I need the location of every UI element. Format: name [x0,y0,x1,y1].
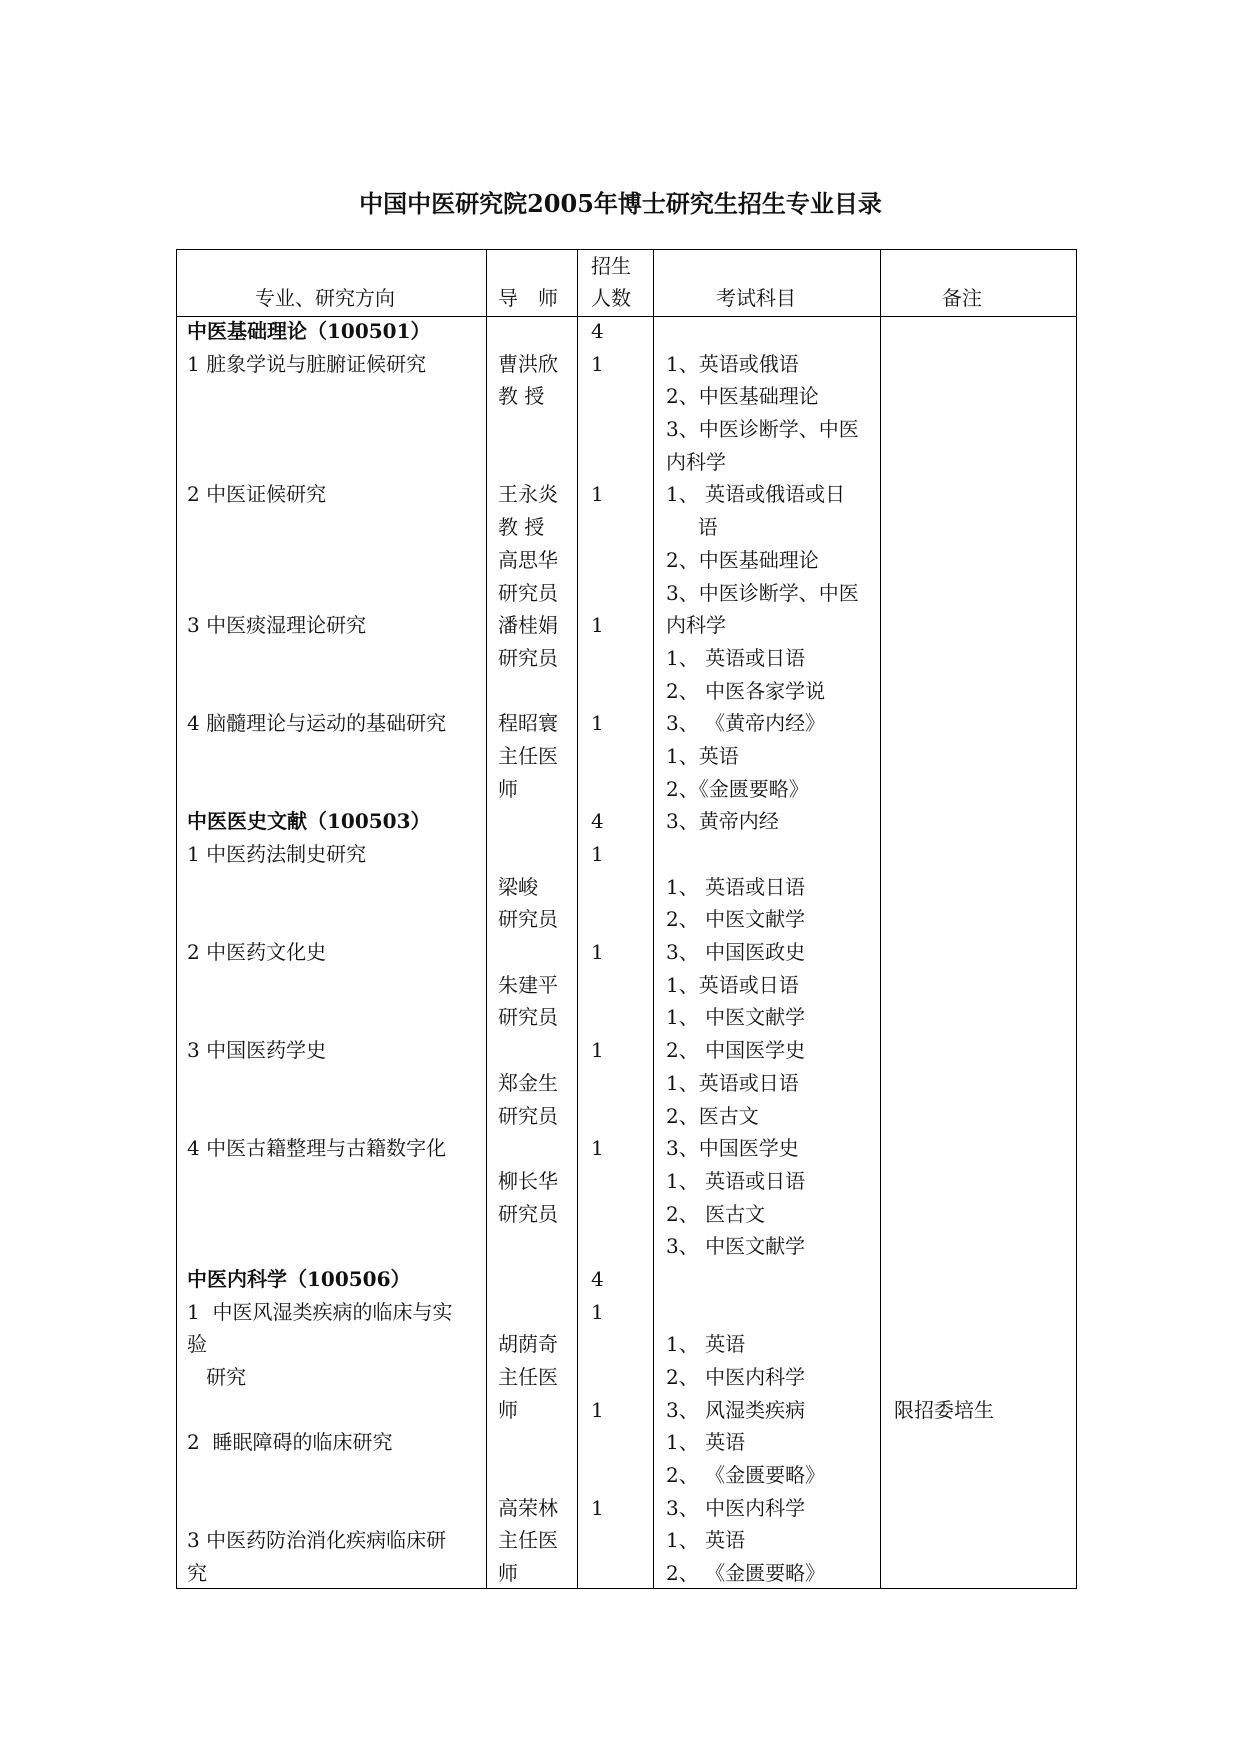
count-line: 1 [591,1136,604,1161]
exam-line: 2、中医基础理论 [666,384,819,409]
major-line [187,544,452,577]
major-line [187,1459,452,1492]
advisor-line: 师 [498,1397,518,1422]
advisor-line: 高思华 [498,547,558,572]
advisor-line: 研究员 [498,1005,558,1030]
count-line [591,446,604,479]
major-line [187,413,452,446]
advisor-line [498,1296,558,1329]
major-line: 3 中国医药学史 [187,1038,327,1063]
note-line [894,315,994,348]
note-line [894,871,994,904]
count-line: 1 [591,940,604,965]
advisor-line [498,1230,558,1263]
exam-line: 2、 医古文 [666,1201,766,1226]
major-line [187,511,452,544]
exam-line [666,838,859,871]
count-line [591,413,604,446]
exam-line: 2、《金匮要略》 [666,776,809,801]
major-line [187,1394,452,1427]
major-line [187,1100,452,1133]
header-major: 专业、研究方向 [255,286,395,310]
major-line [187,969,452,1002]
count-line: 1 [591,842,604,866]
header-count-line1: 招生 [591,254,631,278]
major-line: 2 中医药文化史 [187,940,327,965]
count-line: 4 [591,319,604,343]
note-line [894,1067,994,1100]
column-divider [653,249,654,1589]
note-line [894,1230,994,1263]
count-line [591,1328,604,1361]
count-line [591,1001,604,1034]
column-divider [880,249,881,1589]
major-line [187,871,452,904]
count-line [591,642,604,675]
advisor-line: 师 [498,1561,518,1586]
major-line: 研究 [187,1365,247,1389]
advisor-line: 潘桂娟 [498,613,558,638]
exam-line: 1、 英语 [666,1430,746,1455]
header-count-line2: 人数 [591,286,631,310]
major-line: 3 中医药防治消化疾病临床研 [187,1528,447,1553]
major-line [187,1067,452,1100]
count-line [591,740,604,773]
advisor-line: 郑金生 [498,1070,558,1095]
count-line: 1 [591,1038,604,1063]
note-line [894,348,994,381]
note-line [894,969,994,1002]
exam-line: 1、 中医文献学 [666,1005,806,1030]
major-line: 4 脑髓理论与运动的基础研究 [187,711,447,736]
note-line [894,707,994,740]
note-line [894,577,994,610]
note-line [894,1198,994,1231]
count-line: 1 [591,1495,604,1520]
major-line: 4 中医古籍整理与古籍数字化 [187,1136,447,1161]
advisor-line: 教 授 [498,384,545,409]
note-line [894,413,994,446]
column-note [894,315,994,1426]
exam-line: 1、 英语或日语 [666,1168,806,1193]
column-divider [486,249,487,1589]
exam-line: 2、 中医文献学 [666,907,806,932]
exam-line: 3、黄帝内经 [666,809,779,834]
major-line [187,675,452,708]
advisor-line [498,1426,558,1459]
major-line: 1 中医风湿类疾病的临床与实 [187,1299,453,1324]
advisor-line: 主任医 [498,1365,558,1389]
exam-line: 3、中医诊断学、中医 [666,580,859,605]
note-line [894,1100,994,1133]
column-exam [666,315,859,1590]
advisor-line: 研究员 [498,907,558,932]
advisor-line: 师 [498,776,518,801]
header-note: 备注 [942,286,982,310]
exam-line: 1、 英语 [666,1528,746,1553]
major-line [187,1492,452,1525]
advisor-line [498,315,558,348]
note-line [894,675,994,708]
count-line: 1 [591,1397,604,1422]
note-line [894,446,994,479]
count-line [591,1165,604,1198]
count-line [591,871,604,904]
note-line [894,478,994,511]
major-line [187,642,452,675]
advisor-line [498,413,558,446]
exam-line: 1、英语或日语 [666,1070,799,1095]
advisor-line [498,1459,558,1492]
count-line [591,675,604,708]
advisor-line [498,1034,558,1067]
advisor-line: 研究员 [498,1201,558,1226]
major-line [187,1230,452,1263]
exam-line: 内科学 [666,613,726,638]
exam-line [666,315,859,348]
major-line [187,446,452,479]
major-line [187,1165,452,1198]
note-line [894,1132,994,1165]
exam-line: 2、 《金匮要略》 [666,1561,826,1586]
advisor-line: 研究员 [498,580,558,605]
count-line: 1 [591,1299,604,1324]
advisor-line [498,805,558,838]
count-line [591,903,604,936]
exam-line: 2、医古文 [666,1103,759,1128]
advisor-line [498,1590,558,1623]
note-line [894,642,994,675]
count-line: 4 [591,809,604,834]
major-line [187,903,452,936]
advisor-line: 柳长华 [498,1168,558,1193]
exam-line: 语 [666,515,718,540]
exam-line: 2、 中医内科学 [666,1365,806,1389]
exam-line: 1、 英语或俄语或日 [666,482,846,507]
count-line [591,1100,604,1133]
count-line [591,773,604,806]
exam-line: 2、 中国医学史 [666,1038,806,1063]
advisor-line [498,675,558,708]
count-line: 1 [591,613,604,638]
exam-line: 3、 中医文献学 [666,1234,806,1259]
advisor-line: 王永炎 [498,482,558,507]
note-line [894,511,994,544]
major-line: 中医内科学（100506） [187,1266,411,1291]
count-line: 4 [591,1266,604,1291]
major-line: 中医医史文献（100503） [187,809,431,834]
note-line [894,903,994,936]
exam-line: 3、 风湿类疾病 [666,1397,806,1422]
major-line: 1 脏象学说与脏腑证候研究 [187,351,427,376]
advisor-line [498,1263,558,1296]
column-count [591,315,604,1590]
advisor-line: 胡荫奇 [498,1332,558,1357]
advisor-line: 研究员 [498,1103,558,1128]
major-line: 3 中医痰湿理论研究 [187,613,367,638]
count-line: 1 [591,711,604,736]
exam-line [666,1263,859,1296]
column-advisor [498,315,558,1623]
note-line [894,936,994,969]
note-line [894,544,994,577]
major-line [187,577,452,610]
exam-line: 3、 中国医政史 [666,940,806,965]
note-line [894,1328,994,1361]
note-line [894,380,994,413]
count-line [591,511,604,544]
exam-line: 3、中国医学史 [666,1136,799,1161]
note-line [894,1165,994,1198]
advisor-line [498,1132,558,1165]
note-line: 限招委培生 [894,1397,994,1422]
note-line [894,609,994,642]
exam-line: 1、 英语或日语 [666,874,806,899]
major-line: 1 中医药法制史研究 [187,842,367,866]
note-line [894,1001,994,1034]
major-line: 2 中医证候研究 [187,482,327,507]
exam-line: 1、英语 [666,743,739,768]
note-line [894,1034,994,1067]
note-line [894,773,994,806]
exam-line: 1、英语或日语 [666,972,799,997]
major-line [187,773,452,806]
count-line [591,1361,604,1394]
exam-line: 1、英语或俄语 [666,351,799,376]
advisor-line: 曹洪欣 [498,351,558,376]
exam-line: 3、 《黄帝内经》 [666,711,826,736]
major-line: 中医基础理论（100501） [187,319,431,343]
exam-line [666,1296,859,1329]
exam-line: 1、 英语或日语 [666,645,806,670]
exam-line: 2、中医基础理论 [666,547,819,572]
major-line: 验 [187,1332,207,1357]
page-title: 中国中医研究院2005年博士研究生招生专业目录 [359,189,882,218]
note-line [894,1361,994,1394]
advisor-line: 教 授 [498,515,545,540]
count-line [591,544,604,577]
note-line [894,838,994,871]
advisor-line: 梁峻 [498,874,538,899]
advisor-line [498,446,558,479]
exam-line: 3、 中医内科学 [666,1495,806,1520]
column-divider [577,249,578,1589]
note-line [894,740,994,773]
advisor-line: 程昭寰 [498,711,558,736]
exam-line: 2、 《金匮要略》 [666,1463,826,1488]
header-exam: 考试科目 [716,286,796,310]
note-line [894,1296,994,1329]
note-line [894,1263,994,1296]
advisor-line [498,936,558,969]
major-line [187,1001,452,1034]
count-line [591,577,604,610]
count-line [591,969,604,1002]
advisor-line: 主任医 [498,743,558,768]
count-line [591,1426,604,1459]
note-line [894,805,994,838]
count-line [591,1524,604,1557]
count-line [591,1230,604,1263]
exam-line: 内科学 [666,449,726,474]
count-line [591,1557,604,1590]
count-line: 1 [591,351,604,376]
count-line: 1 [591,482,604,507]
count-line [591,380,604,413]
count-line [591,1459,604,1492]
major-line [187,380,452,413]
exam-line: 2、 中医各家学说 [666,678,826,703]
advisor-line: 高荣林 [498,1495,558,1520]
exam-line: 3、中医诊断学、中医 [666,417,859,442]
major-line: 究 [187,1561,207,1586]
major-line: 2 睡眠障碍的临床研究 [187,1430,393,1455]
header-advisor: 导 师 [498,286,558,310]
count-line [591,1067,604,1100]
count-line [591,1198,604,1231]
advisor-line: 主任医 [498,1528,558,1553]
advisor-line [498,838,558,871]
advisor-line: 研究员 [498,645,558,670]
major-line [187,1198,452,1231]
exam-line: 1、 英语 [666,1332,746,1357]
major-line [187,740,452,773]
advisor-line: 朱建平 [498,972,558,997]
column-major [187,315,452,1590]
